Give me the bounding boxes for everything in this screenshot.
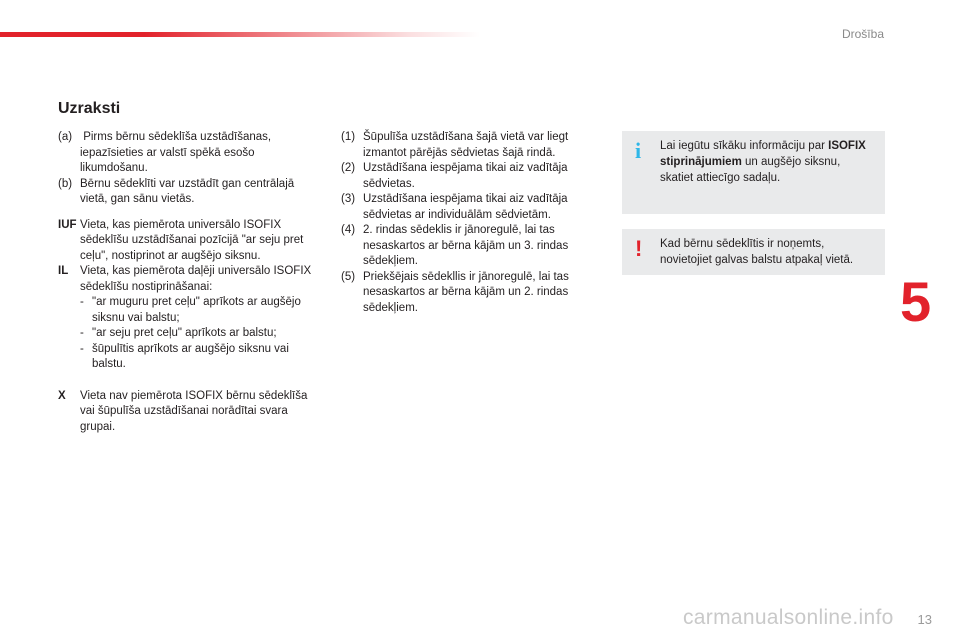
- footnote-text: Bērnu sēdeklīti var uzstādīt gan centrālajā vietā, gan sānu vietās.: [80, 177, 295, 205]
- footnote-a: [58, 130, 320, 177]
- code-label: X: [58, 389, 66, 402]
- list-item: [80, 342, 320, 373]
- footnote-b: [58, 177, 320, 208]
- page-title: Uzraksti: [58, 100, 121, 117]
- code-label: IUF: [58, 218, 77, 231]
- legend-column-left: [58, 130, 320, 435]
- footnote-3: [341, 192, 593, 223]
- footnote-label: (b): [58, 177, 73, 190]
- footnote-label: (a): [58, 131, 73, 143]
- footnote-label: (4): [341, 224, 356, 236]
- code-label: IL: [58, 265, 69, 277]
- info-note-prefix: Lai iegūtu sīkāku informāciju par: [660, 140, 829, 152]
- footnote-5: [341, 270, 593, 317]
- list-item: [80, 295, 320, 326]
- footnote-text: Priekšējais sēdekllis ir jānoregulē, lai tas nesaskartos ar bērna kājām un 2. rindas sēdekļiem.: [363, 270, 569, 314]
- warning-note: [622, 229, 885, 275]
- footnote-text: Uzstādīšana iespējama tikai aiz vadītāja sēdvietas.: [363, 162, 568, 190]
- code-iuf: [58, 218, 320, 265]
- info-icon: i: [635, 138, 642, 163]
- footnote-label: (2): [341, 162, 356, 174]
- legend-column-right: [341, 130, 593, 316]
- info-note-suffix: un augšējo siksnu, skatiet attiecīgo sadaļu.: [660, 156, 841, 184]
- info-note-bold: ISOFIX stiprinājumiem: [660, 140, 866, 168]
- watermark: carmanualsonline.info: [683, 606, 894, 629]
- footnote-text: Uzstādīšana iespējama tikai aiz vadītāja sēdvietas ar individuālām sēdvietām.: [363, 193, 568, 221]
- code-text: Vieta, kas piemērota universālo ISOFIX sēdeklīšu uzstādīšanai pozīcijā "ar seju pret ceļu", nostiprinot ar augšējo siksnu.: [80, 218, 304, 262]
- dash-bullet: -: [80, 327, 84, 339]
- warning-note-text: Kad bērnu sēdeklītis ir noņemts, novietojiet galvas balstu atpakaļ vietā.: [660, 238, 854, 266]
- list-item-text: "ar muguru pret ceļu" aprīkots ar augšējo siksnu vai balstu;: [92, 296, 301, 324]
- code-il: [58, 264, 320, 373]
- footnote-label: (1): [341, 131, 356, 143]
- list-item-text: šūpulītis aprīkots ar augšējo siksnu vai balstu.: [92, 342, 289, 370]
- footnote-4: [341, 223, 593, 270]
- info-note: [622, 131, 885, 214]
- header-accent-bar: [0, 32, 480, 37]
- footnote-label: (3): [341, 193, 356, 205]
- warning-icon: !: [635, 236, 643, 261]
- list-item-text: "ar seju pret ceļu" aprīkots ar balstu;: [92, 327, 277, 339]
- code-text: Vieta nav piemērota ISOFIX bērnu sēdeklīša vai šūpulīša uzstādīšanai norādītai svara grupai.: [80, 389, 308, 433]
- info-note-text: [660, 140, 866, 184]
- footnote-text: 2. rindas sēdeklis ir jānoregulē, lai tas nesaskartos ar bērna kājām un 3. rindas sēdekļiem.: [363, 224, 569, 267]
- chapter-number: 5: [900, 270, 932, 333]
- footnote-text: Šūpulīša uzstādīšana šajā vietā var liegt izmantot pārējās sēdvietas šajā rindā.: [363, 131, 569, 159]
- page-number: 13: [917, 612, 932, 627]
- code-x: [58, 389, 320, 436]
- section-header: Drošība: [841, 27, 884, 41]
- footnote-2: [341, 161, 593, 192]
- footnote-label: (5): [341, 270, 356, 283]
- footnote-1: [341, 130, 593, 161]
- dash-bullet: -: [80, 296, 84, 308]
- code-text: Vieta, kas piemērota daļēji universālo ISOFIX sēdeklīšu nostiprināšanai:: [80, 265, 312, 293]
- dash-bullet: -: [80, 342, 84, 355]
- footnote-text: Pirms bērnu sēdeklīša uzstādīšanas, iepazīsieties ar valstī spēkā esošo likumdošanu.: [80, 131, 275, 174]
- list-item: [80, 326, 320, 342]
